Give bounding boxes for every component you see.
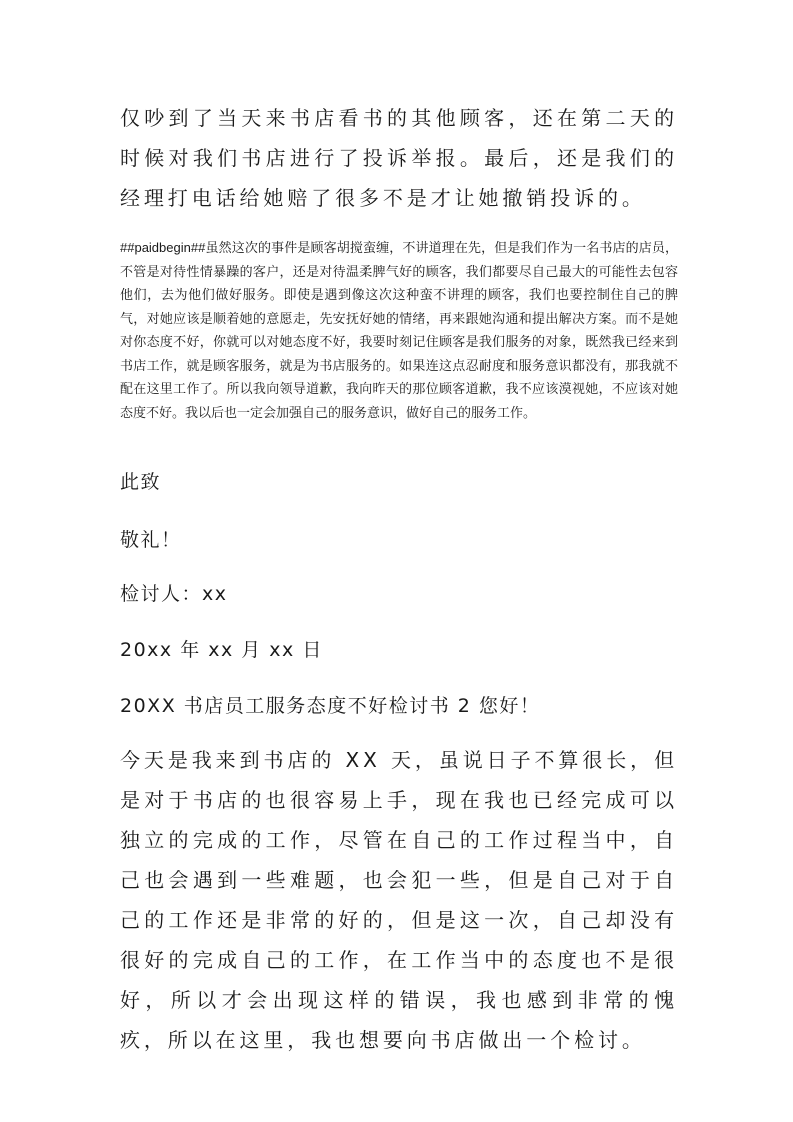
paragraph-continuation: 仅吵到了当天来书店看书的其他顾客，还在第二天的时候对我们书店进行了投诉举报。最后，还是我们的经理打电话给她赔了很多不是才让她撤销投诉的。	[120, 106, 678, 210]
date-line: 20xx 年 xx 月 xx 日	[120, 639, 323, 661]
paragraph-body: 今天是我来到书店的 XX 天，虽说日子不算很长，但是对于书店的也很容易上手，现在我也已经完成可以独立的完成的工作，尽管在自己的工作过程当中，自己也会遇到一些难题，也会犯一些，但是自己对于自己的工作还是非常的好的，但是这一次，自己却没有很好的完成自己的工作，在工作当中的态度也不是很好，所以才会出现这样的错误，我也感到非常的愧疚，所以在这里，我也想要向书店做出一个检讨。	[120, 748, 678, 1052]
next-document-title: 20XX 书店员工服务态度不好检讨书 2 您好！	[120, 695, 541, 717]
salute-line: 敬礼！	[120, 529, 182, 551]
paragraph-small-text: 虽然这次的事件是顾客胡搅蛮缠，不讲道理在先，但是我们作为一名书店的店员，不管是对待性情暴躁的客户，还是对待温柔脾气好的顾客，我们都要尽自己最大的可能性去包容他们，去为他们做好服务。即使是遇到像这次这种蛮不讲理的顾客，我们也要控制住自己的脾气，对她应该是顺着她的意愿走，先安抚好她的情绪，再来跟她沟通和提出解决方案。而不是她对你态度不好，你就可以对她态度不好，我要时刻记住顾客是我们服务的对象，既然我已经来到书店工作，就是顾客服务，就是为书店服务的。如果连这点忍耐度和服务意识都没有，那我就不配在这里工作了。所以我向领导道歉，我向昨天的那位顾客道歉，我不应该漠视她，不应该对她态度不好。我以后也一定会加强自己的服务意识，做好自己的服务工作。	[120, 241, 678, 421]
paid-begin-tag: ##paidbegin##	[120, 240, 206, 255]
paragraph-small	[120, 236, 678, 425]
signer-line: 检讨人：xx	[120, 583, 228, 605]
closing-line: 此致	[120, 471, 162, 493]
